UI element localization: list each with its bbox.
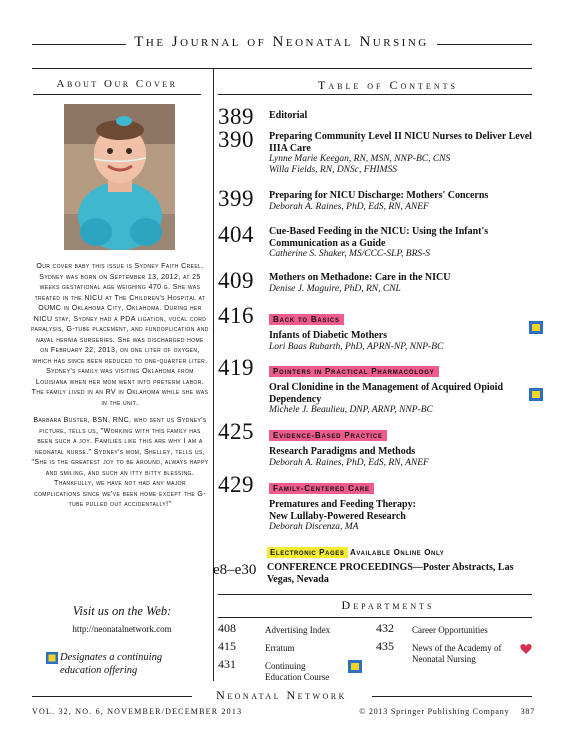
page-number: 387 xyxy=(520,707,535,716)
visit-web-label: Visit us on the Web: xyxy=(72,604,172,618)
toc-page-number: 399 xyxy=(218,186,254,211)
toc-article-title: Mothers on Methadone: Care in the NICU xyxy=(269,272,451,283)
journal-masthead xyxy=(0,34,563,51)
ce-icon xyxy=(46,652,58,664)
department-page: 432 xyxy=(376,621,394,635)
about-cover-text xyxy=(31,262,209,518)
toc-article-title: Cue-Based Feeding in the NICU: Using the Infant's Communication as a Guide xyxy=(269,226,489,249)
toc-article-title: Prematures and Feeding Therapy: New Lullaby-Powered Research xyxy=(269,499,416,522)
toc-article-title: Oral Clonidine in the Management of Acquired Opioid Dependency xyxy=(269,382,503,405)
network-footer-title xyxy=(0,688,563,703)
department-page: 408 xyxy=(218,621,236,635)
toc-author: Michele J. Beaulieu, DNP, ARNP, NNP-BC xyxy=(269,405,433,415)
website-url-link[interactable]: http://neonatalnetwork.com xyxy=(72,624,172,634)
electronic-page-range: e8–e30 xyxy=(213,562,257,578)
department-label: News of the Academy of Neonatal Nursing xyxy=(412,643,502,664)
toc-page-number: 404 xyxy=(218,222,254,247)
ce-legend-text: Designates a continuing education offering xyxy=(60,652,163,676)
ce-icon xyxy=(348,660,362,673)
toc-article-title: Editorial xyxy=(269,110,308,121)
about-heading-rule xyxy=(33,94,201,95)
toc-author: Catherine S. Shaker, MS/CCC-SLP, BRS-S xyxy=(269,249,431,259)
ce-icon xyxy=(529,388,543,401)
departments-top-rule xyxy=(218,594,532,595)
toc-page-number: 419 xyxy=(218,355,254,380)
ce-icon xyxy=(529,321,543,334)
toc-heading: Table of Contents xyxy=(318,78,458,92)
toc-author: Lynne Marie Keegan, RN, MSN, NNP-BC, CNS xyxy=(269,154,451,164)
toc-page-number: 409 xyxy=(218,268,254,293)
toc-author: Deborah Discenza, MA xyxy=(269,522,359,532)
toc-author: Deborah A. Raines, PhD, EdS, RN, ANEF xyxy=(269,201,429,212)
section-label: Back to Basics xyxy=(269,314,344,325)
cover-baby-illustration xyxy=(64,104,175,250)
toc-article-title: Infants of Diabetic Mothers xyxy=(269,330,388,341)
departments-heading-rule xyxy=(218,617,532,618)
section-label: Pointers in Practical Pharmacology xyxy=(269,366,439,377)
department-page: 431 xyxy=(218,657,236,671)
section-label: Family-Centered Care xyxy=(269,483,374,494)
ce-legend xyxy=(46,651,206,677)
about-paragraph-2: Barbara Buster, BSN, RNC, who sent us Sydney's picture, tells us, "Working with this family has been such a joy. Families like this are why I am a neonatal nurse." Sydney's mom, Shelley, tells us, "She is the greatest joy to be around, always happy and smiling, and such an itty bitty blessing. Thankfully, we have not had any major complications since we've been home except the G-tube pulled out accidentally!" xyxy=(31,417,209,508)
department-label: Continuing Education Course xyxy=(265,661,330,682)
departments-heading: Departments xyxy=(341,598,435,612)
electronic-pages-highlight: Electronic Pages xyxy=(267,547,348,558)
journal-title: The Journal of Neonatal Nursing xyxy=(126,34,437,50)
column-divider xyxy=(213,68,214,681)
about-cover-heading: About Our Cover xyxy=(56,78,178,90)
toc-author: Deborah A. Raines, PhD, EdS, RN, ANEF xyxy=(269,457,429,468)
department-label: Erratum xyxy=(265,643,295,653)
volume-info: VOL. 32, NO. 6, NOVEMBER/DECEMBER 2013 xyxy=(32,707,243,716)
toc-page-number: 390 xyxy=(218,127,254,152)
about-paragraph-1: Our cover baby this issue is Sydney Faith Creel. Sydney was born on September 13, 2012, at 25 weeks gestational age weighing 470 g. She was treated in the NICU at The Children's Hospital at OUMC in Oklahoma City, Oklahoma. During her NICU stay, Sydney had a PDA ligation, vocal cord paralysis, G-tube placement, and fundoplication and naval hernia surgeries. She was discharged home on February 22, 2013, on one liter of oxygen, which has since been reduced to one-quarter liter. Sydney's family was visiting Oklahoma from Louisiana when her mom went into preterm labor. The family lived in an RV in Oklahoma while she was in the unit. xyxy=(31,263,209,407)
toc-author: Willa Fields, RN, DNSc, FHIMSS xyxy=(269,165,397,175)
toc-article-title: Preparing for NICU Discharge: Mothers' Concerns xyxy=(269,190,489,201)
toc-author: Lori Baas Rubarth, PhD, APRN-NP, NNP-BC xyxy=(269,341,444,352)
header-divider xyxy=(32,68,532,69)
available-online-label: Available Online Only xyxy=(350,548,445,557)
toc-article-title: Preparing Community Level II NICU Nurses to Deliver Level IIIA Care xyxy=(269,131,532,154)
toc-page-number: 425 xyxy=(218,419,254,444)
toc-heading-rule xyxy=(218,94,532,95)
department-label: Advertising Index xyxy=(265,625,331,635)
toc-article-title: Research Paradigms and Methods xyxy=(269,446,416,457)
toc-page-number: 429 xyxy=(218,472,254,497)
department-page: 415 xyxy=(218,639,236,653)
academy-icon xyxy=(520,643,532,655)
copyright-text: © 2013 Springer Publishing Company xyxy=(359,707,510,716)
network-name: Neonatal Network xyxy=(210,688,353,702)
department-page: 435 xyxy=(376,639,394,653)
toc-page-number: 416 xyxy=(218,303,254,328)
toc-author: Denise J. Maguire, PhD, RN, CNL xyxy=(269,283,401,294)
conference-proceedings-title[interactable]: CONFERENCE PROCEEDINGS—Poster Abstracts, Las Vegas, Nevada xyxy=(267,562,514,585)
cover-baby-photo xyxy=(64,104,175,250)
toc-page-number: 389 xyxy=(218,104,254,129)
section-label: Evidence-Based Practice xyxy=(269,430,387,441)
department-label: Career Opportunities xyxy=(412,625,488,635)
copyright-info xyxy=(359,707,535,716)
electronic-pages-label xyxy=(267,548,444,557)
